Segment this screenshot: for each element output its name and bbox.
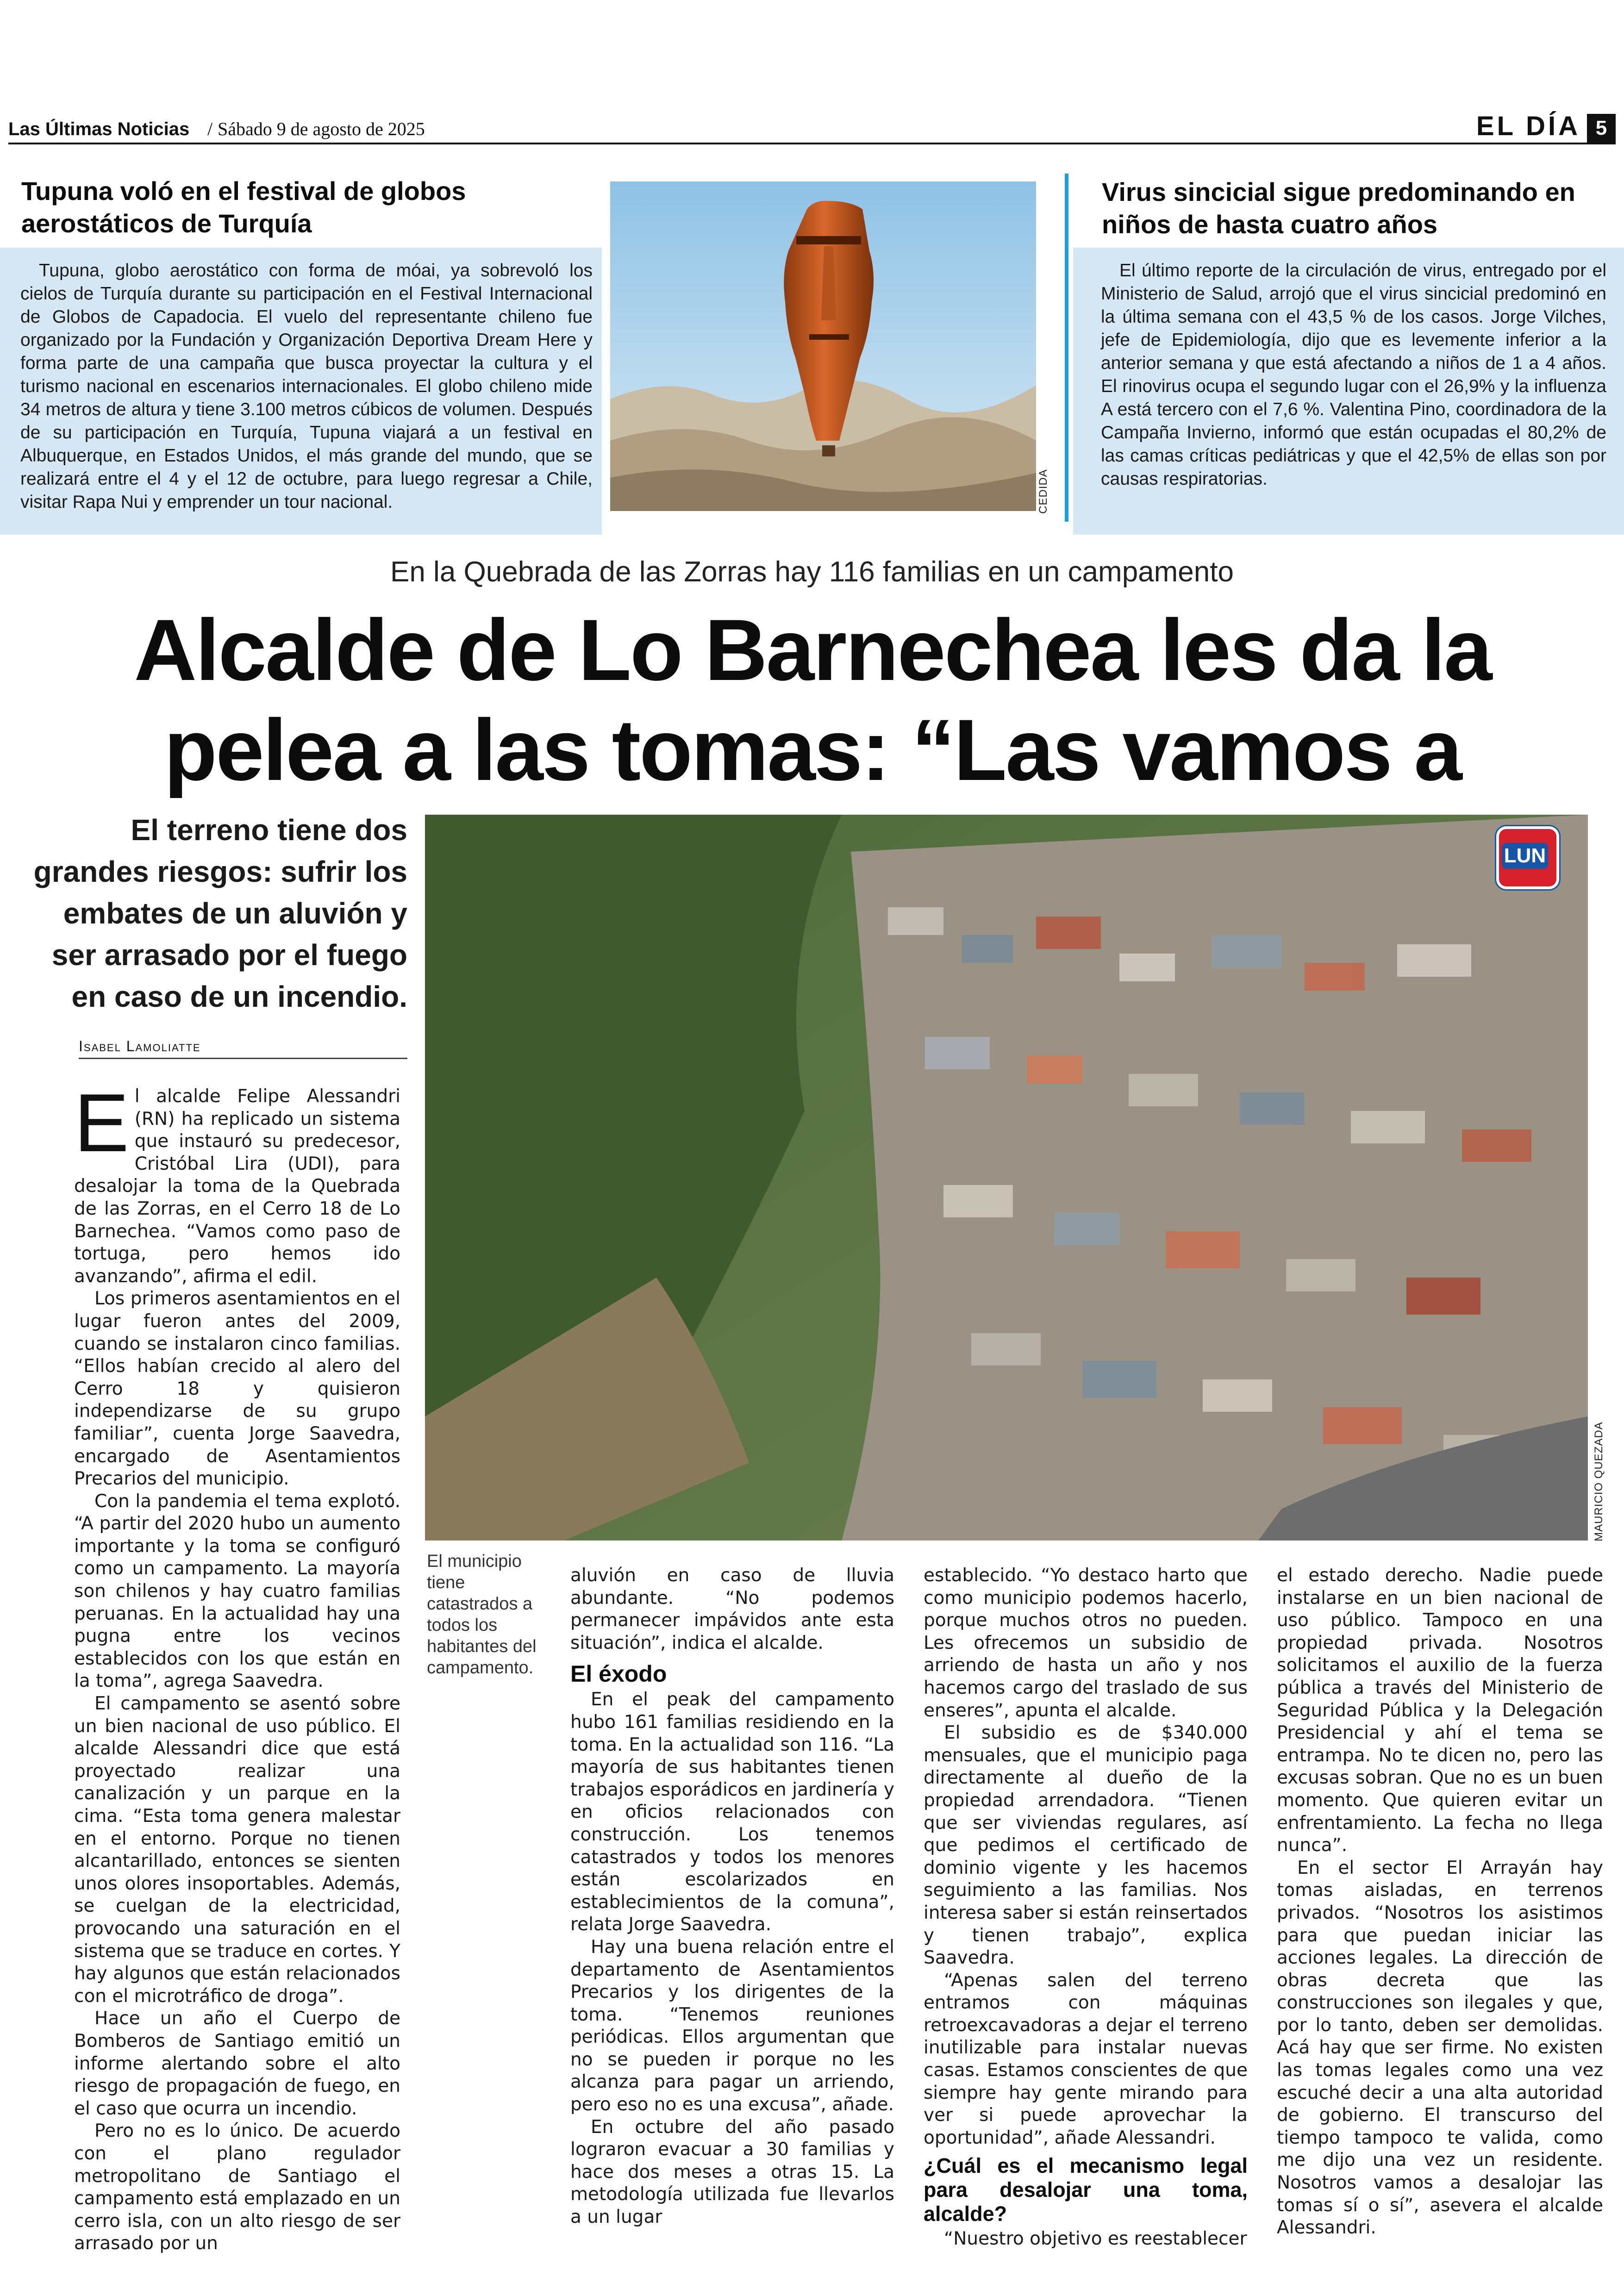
brief-left-body: Tupuna, globo aerostático con forma de móai, ya sobrevoló los cielos de Turquía durante su participación en el Festival Internacional de Globos de Capadocia. El vuelo del representante chileno fue organizado por la Fundación y Organización Deportiva Dream Here y forma parte de una campaña que busca proyectar la cultura y el turismo nacional en escenarios internacionales. El globo chileno mide 34 metros de altura y tiene 3.100 metros cúbicos de volumen. Después de su participación en Turquía, Tupuna viajará a un festival en Albuquerque, en Estados Unidos, el más grande del mundo, que se realizará entre el 4 y el 12 de octubre, para luego regresar a Chile, visitar Rapa Nui y emprender un tour nacional.: [20, 261, 593, 512]
article-byline: Isabel Lamoliatte: [79, 1038, 407, 1059]
main-photo-credit: MAURICIO QUEZADA: [1593, 1422, 1605, 1541]
article-paragraph: Hace un año el Cuerpo de Bomberos de Santiago emitió un informe alertando sobre el alto riesgo de propagación de fuego, en el caso que ocurra un incendio.: [74, 2008, 400, 2119]
article-paragraph: El alcalde Felipe Alessandri (RN) ha replicado un sistema que instauró su predecesor, Cristóbal Lira (UDI), para desalojar la toma de la Quebrada de las Zorras, en el Cerro 18 de Lo Barnechea. “Vamos como paso de tortuga, pero hemos ido avanzando”, afirma el edil.: [74, 1077, 400, 1287]
brief-right-accent-rule: [1065, 174, 1068, 522]
article-paragraph: Hay una buena relación entre el departamento de Asentamientos Precarios y los dirigentes de la toma. “Tenemos reuniones periódicas. Ellos argumentan que no se pueden ir porque no les alcanza para pagar un arriendo, pero eso no es una excusa”, añade.: [570, 1936, 894, 2115]
brief-right-title: Virus sincicial sigue predominando en niños de hasta cuatro años: [1102, 177, 1575, 239]
article-paragraph: “Apenas salen del terreno entramos con máquinas retroexcavadoras a dejar el terreno inutilizable para instalar nuevas casas. Estamos conscientes de que siempre hay gente mirando para ver si puede aprovechar la oportunidad”, añade Alessandri.: [924, 1970, 1248, 2148]
photo-caption: El municipio tiene catastrados a todos los habitantes del campamento.: [427, 1552, 537, 1678]
article-paragraph: En el peak del campamento hubo 161 familias residiendo en la toma. En la actualidad son 116. “La mayoría de sus habitantes tienen trabajos esporádicos en jardinería y en oficios relacionados con construcción. Los tenemos catastrados y todos los menores están escolarizados en establecimientos de la comuna”, relata Jorge Saavedra.: [570, 1689, 894, 1935]
publication-name: Las Últimas Noticias: [8, 119, 190, 139]
article-deck: El terreno tiene dos grandes riesgos: sufrir los embates de un aluvión y ser arrasado por el fuego en caso de un incendio.: [33, 813, 407, 1013]
moai-balloon-illustration: [610, 181, 1036, 511]
article-column-2: [570, 1565, 894, 2229]
issue-date: Sábado 9 de agosto de 2025: [218, 118, 425, 139]
article-paragraph: El subsidio es de $340.000 mensuales, que el municipio paga directamente al dueño de la propiedad arrendadora. “Tienen que ser viviendas regulares, así que pedimos el certificado de dominio vigente y les hacemos seguimiento a las familias. Nos interesa saber si están reinsertados y tienen trabajo”, explica Saavedra.: [924, 1722, 1248, 1969]
article-column-4: [1277, 1565, 1603, 2239]
article-paragraph: En octubre del año pasado lograron evacuar a 30 familias y hace dos meses a otras 15. La metodología utilizada fue llevarlos a un lugar: [570, 2116, 894, 2228]
article-paragraph: El campamento se asentó sobre un bien nacional de uso público. El alcalde Alessandri dice que está proyectado realizar una canalización y un parque en la cima. “Esta toma genera malestar en el entorno. Porque no tienen alcantarillado, entonces se sienten unos olores insoportables. Además, se cuelgan de la electricidad, provocando una saturación en el sistema que se traduce en cortes. Y hay algunos que están relacionados con el microtráfico de droga”.: [74, 1693, 400, 2007]
masthead: [8, 111, 1616, 144]
article-paragraph: Pero no es lo único. De acuerdo con el plano regulador metropolitano de Santiago el campamento está emplazado en un cerro isla, con un alto riesgo de ser arrasado por un: [74, 2120, 400, 2254]
masthead-separator: /: [207, 118, 213, 139]
article-paragraph: “Nuestro objetivo es reestablecer: [944, 2228, 1247, 2250]
article-paragraph: En el sector El Arrayán hay tomas aisladas, en terrenos privados. “Nosotros los asistimos para que puedan iniciar las acciones legales. La dirección de obras decreta que las construcciones son ilegales y que, por lo tanto, deben ser demolidas. Acá hay que ser firme. No existen las tomas legales como una vez escuché decir a una alta autoridad de gobierno. El transcurso del tiempo tampoco te valida, como me dijo una vez un residente. Nosotros vamos a desalojar las tomas sí o sí”, asevera el alcalde Alessandri.: [1277, 1857, 1603, 2239]
article-paragraph: Con la pandemia el tema explotó. “A partir del 2020 hubo un aumento importante y la toma se configuró como un campamento. La mayoría son chilenos y hay cuatro familias peruanas. En la actualidad hay una pugna entre los vecinos establecidos con los que están en la toma”, agrega Saavedra.: [74, 1491, 400, 1692]
brief-left-title: Tupuna voló en el festival de globos aerostáticos de Turquía: [21, 176, 466, 238]
page-number: 5: [1587, 114, 1616, 143]
article-paragraph: establecido. “Yo destaco harto que como municipio podemos hacerlo, porque muchos otros no pueden. Les ofrecemos un subsidio de arriendo de hasta un año y nos hacemos cargo del traslado de sus enseres”, apunta el alcalde.: [924, 1565, 1248, 1721]
article-column-3: [924, 1565, 1248, 2251]
moai-balloon-photo: [610, 181, 1036, 511]
lun-logo-badge: [1496, 826, 1559, 889]
article-paragraph: Los primeros asentamientos en el lugar fueron antes del 2009, cuando se instalaron cinco familias. “Ellos habían crecido al alero del Cerro 18 y quisieron independizarse de su grupo familiar”, cuenta Jorge Saavedra, encargado de Asentamientos Precarios del municipio.: [74, 1288, 400, 1490]
drop-cap: E: [74, 1077, 129, 1169]
article-headline: Alcalde de Lo Barnechea les da la pelea a las tomas: “Las vamos a: [134, 601, 1491, 798]
campamento-aerial-photo: [425, 815, 1588, 1540]
interview-question: ¿Cuál es el mecanismo legal para desalojar una toma, alcalde?: [924, 2154, 1248, 2226]
section-name: EL DÍA: [1476, 111, 1580, 141]
subheading-el-exodo: El éxodo: [570, 1661, 667, 1687]
article-column-1: [74, 1077, 400, 2255]
brief-right-body: El último reporte de la circulación de virus, entregado por el Ministerio de Salud, arrojó que el virus sincicial predominó en la última semana con el 43,5 % de los casos. Jorge Vilches, jefe de Epidemiología, dijo que es levemente inferior a la anterior semana y que está afectando a niños de 1 a 4 años. El rinovirus ocupa el segundo lugar con el 26,9% y la influenza A está tercero con el 7,6 %. Valentina Pino, coordinadora de la Campaña Invierno, informó que están ocupadas el 80,2% de las camas críticas pediátricas y que el 42,5% de ellas son por causas respiratorias.: [1101, 261, 1606, 489]
article-paragraph: aluvión en caso de lluvia abundante. “No podemos permanecer impávidos ante esta situación”, indica el alcalde.: [570, 1565, 894, 1653]
lun-logo-text: LUN: [1502, 843, 1548, 869]
article-paragraph: el estado derecho. Nadie puede instalarse en un bien nacional de uso público. Tampoco en una propiedad privada. Nosotros solicitamos el auxilio de la fuerza pública a través del Ministerio de Seguridad Pública y la Delegación Presidencial y ahí el tema se entrampa. No te dicen no, pero las excusas sobran. Que no es un buen momento. Que quieren evitar un enfrentamiento. La fecha no llega nunca”.: [1277, 1565, 1603, 1856]
balloon-photo-credit: CEDIDA: [1037, 469, 1049, 514]
article-kicker: En la Quebrada de las Zorras hay 116 familias en un campamento: [390, 556, 1234, 588]
aerial-hillside-illustration: [425, 815, 1588, 1540]
